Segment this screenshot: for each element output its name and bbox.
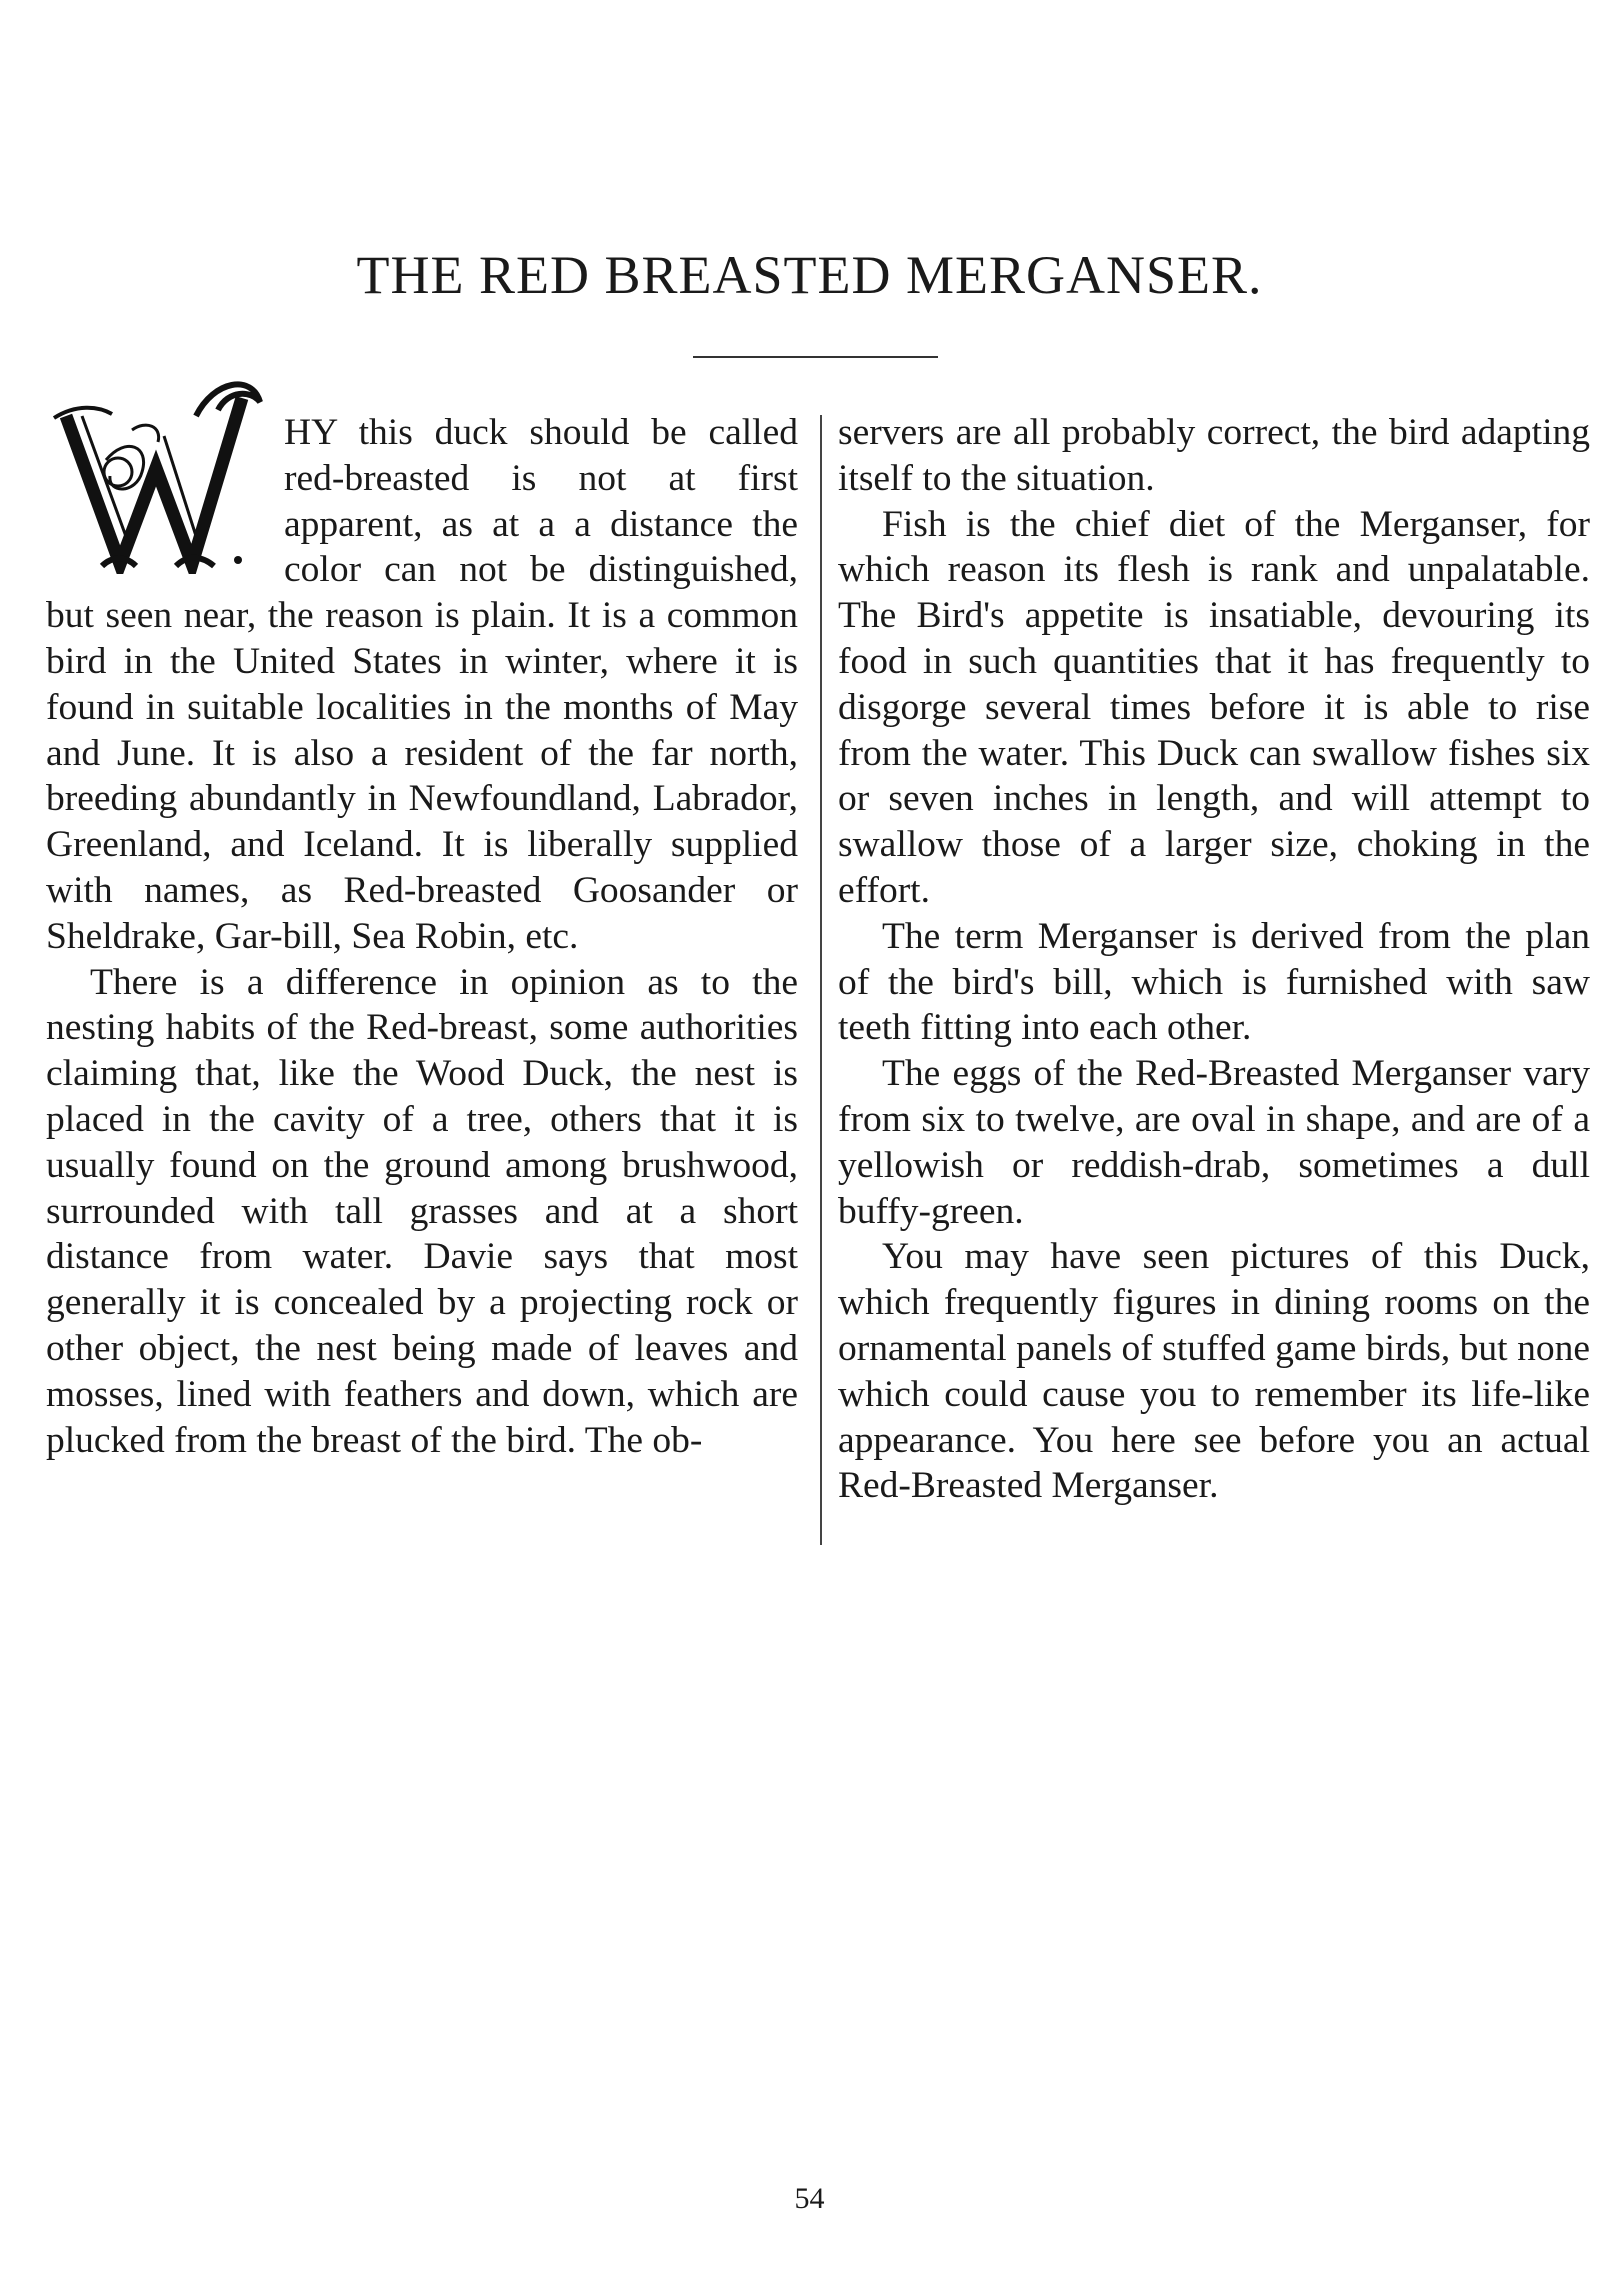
page-number: 54 bbox=[794, 2182, 825, 2215]
right-paragraph-1: servers are all probably correct, the bird adapting itself to the situation. bbox=[838, 412, 1590, 499]
column-divider bbox=[820, 415, 822, 1545]
left-column bbox=[46, 410, 798, 1463]
left-paragraph-2: There is a difference in opinion as to the nesting habits of the Red-breast, some authorities claiming that, like the Wood Duck, the nest is placed in the cavity of a tree, others that it is usually found on the ground among brushwood, surrounded with tall grasses and at a short distance from water. Davie says that most generally it is concealed by a projecting rock or other object, the nest being made of leaves and mosses, lined with feathers and down, which are plucked from the breast of the bird. The ob- bbox=[46, 961, 798, 1461]
right-paragraph-2: Fish is the chief diet of the Merganser, for which reason its flesh is rank and unpalatable. The Bird's appetite is insatiable, devouring its food in such quantities that it has frequently to disgorge several times before it is able to rise from the water. This Duck can swallow fishes six or seven inches in length, and will attempt to swallow those of a larger size, choking in the effort. bbox=[838, 503, 1590, 911]
article-title: THE RED BREASTED MERGANSER. bbox=[356, 245, 1263, 305]
ornamental-drop-cap bbox=[46, 376, 266, 574]
right-column bbox=[838, 410, 1590, 1509]
left-paragraph-1-text: HY this duck should be called red-breasted is not at first apparent, as at a a distance the color can not be distinguished, but seen near, the reason is plain. It is a common bird in the United States in winter, where it is found in suitable localities in the months of May and June. It is also a resident of the far north, breeding abundantly in Newfoundland, Labrador, Greenland, and Iceland. It is liberally supplied with names, as Red-breasted Goosander or Sheldrake, Gar-bill, Sea Robin, etc. bbox=[46, 412, 798, 957]
right-paragraph-3: The term Merganser is derived from the plan of the bird's bill, which is furnished with saw teeth fitting into each other. bbox=[838, 915, 1590, 1049]
drop-cap-w-icon bbox=[46, 376, 266, 574]
right-paragraph-4: The eggs of the Red-Breasted Merganser vary from six to twelve, are oval in shape, and are of a yellowish or reddish-drab, sometimes a dull buffy-green. bbox=[838, 1053, 1590, 1232]
right-paragraph-5: You may have seen pictures of this Duck, which frequently figures in dining rooms on the ornamental panels of stuffed game birds, but none which could cause you to remember its life-like appearance. You here see before you an actual Red-Breasted Merganser. bbox=[838, 1236, 1590, 1507]
title-rule bbox=[693, 356, 938, 358]
left-paragraph-1 bbox=[46, 410, 798, 960]
